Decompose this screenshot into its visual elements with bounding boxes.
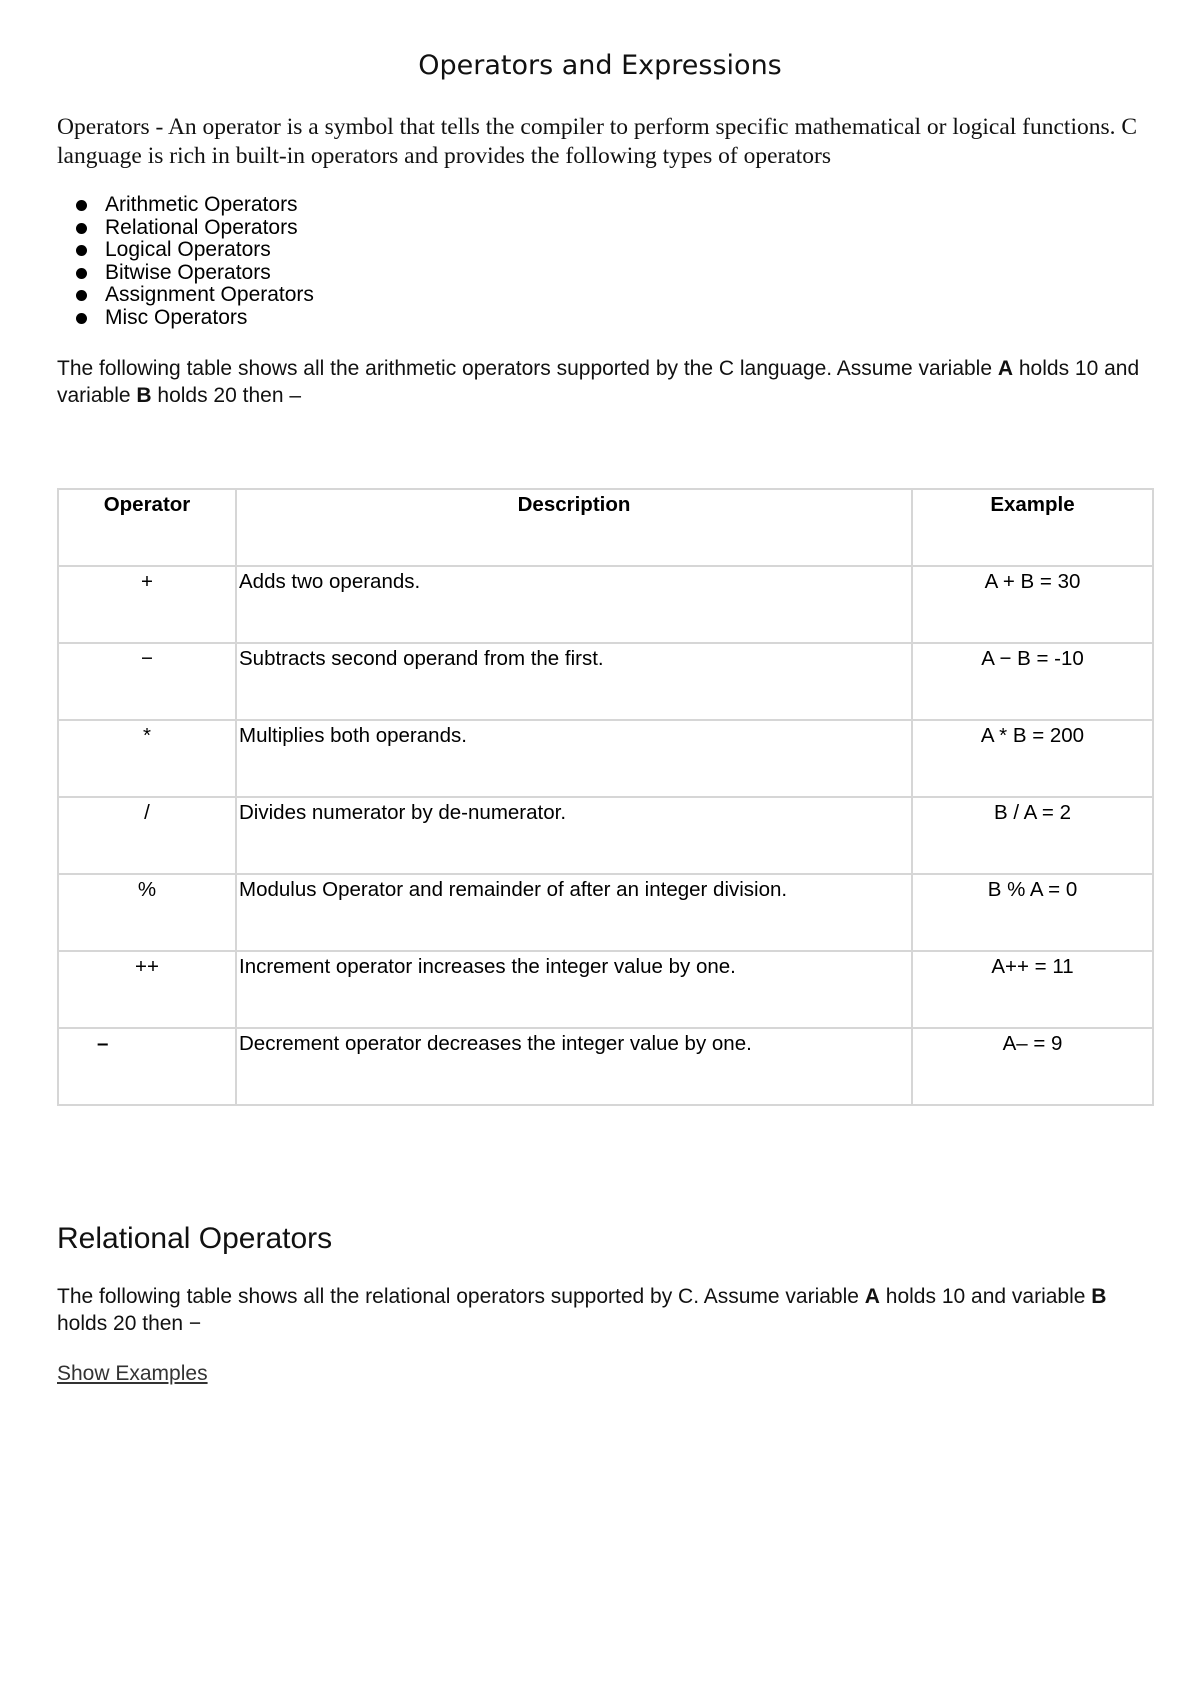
relational-operators-heading: Relational Operators xyxy=(57,1222,333,1255)
intro-text: - An operator is a symbol that tells the compiler to perform specific mathematical or logical functions. C language is rich in built-in operators and provides the following types of operators xyxy=(57,114,1138,169)
table-row xyxy=(58,797,1153,874)
bullet-icon xyxy=(76,313,87,324)
table-row xyxy=(58,1028,1153,1105)
example-cell: B / A = 2 xyxy=(912,797,1153,874)
arithmetic-operators-table xyxy=(57,488,1154,1106)
operator-types-list xyxy=(57,194,314,329)
arithmetic-intro-paragraph: The following table shows all the arithmetic operators supported by the C language. Assume variable A holds 10 and variable B holds 20 then – xyxy=(57,357,1140,407)
page-title: Operators and Expressions xyxy=(418,50,782,81)
show-examples-link[interactable]: Show Examples xyxy=(57,1362,208,1385)
list-item: Assignment Operators xyxy=(57,284,314,307)
var-a: A xyxy=(864,1285,880,1308)
description-cell: Adds two operands. xyxy=(236,566,912,643)
operator-cell: * xyxy=(58,720,236,797)
list-item: Bitwise Operators xyxy=(57,262,314,285)
operator-cell: − xyxy=(58,643,236,720)
bullet-icon xyxy=(76,245,87,256)
column-header-operator: Operator xyxy=(58,489,236,566)
description-cell: Divides numerator by de-numerator. xyxy=(236,797,912,874)
example-cell: B % A = 0 xyxy=(912,874,1153,951)
table-row xyxy=(58,643,1153,720)
example-cell: A– = 9 xyxy=(912,1028,1153,1105)
bullet-icon xyxy=(76,290,87,301)
operator-cell: + xyxy=(58,566,236,643)
relational-intro-paragraph: The following table shows all the relational operators supported by C. Assume variable A holds 10 and variable B holds 20 then − xyxy=(57,1285,1107,1335)
example-cell: A − B = -10 xyxy=(912,643,1153,720)
table-row xyxy=(58,720,1153,797)
bullet-icon xyxy=(76,223,87,234)
example-cell: A++ = 11 xyxy=(912,951,1153,1028)
var-b: B xyxy=(136,384,152,407)
list-item: Logical Operators xyxy=(57,239,314,262)
table-row xyxy=(58,566,1153,643)
var-a: A xyxy=(997,357,1014,380)
var-b: B xyxy=(1091,1285,1107,1308)
description-cell: Increment operator increases the integer value by one. xyxy=(236,951,912,1028)
description-cell: Subtracts second operand from the first. xyxy=(236,643,912,720)
list-item: Relational Operators xyxy=(57,217,314,240)
table-row xyxy=(58,874,1153,951)
column-header-example: Example xyxy=(912,489,1153,566)
table-row xyxy=(58,951,1153,1028)
example-cell: A * B = 200 xyxy=(912,720,1153,797)
operator-cell: ++ xyxy=(58,951,236,1028)
intro-paragraph xyxy=(57,113,1147,171)
description-cell: Modulus Operator and remainder of after an integer division. xyxy=(236,874,912,951)
description-cell: Multiplies both operands. xyxy=(236,720,912,797)
operator-cell: / xyxy=(58,797,236,874)
list-item: Misc Operators xyxy=(57,307,314,330)
table-header-row xyxy=(58,489,1153,566)
operator-cell: % xyxy=(58,874,236,951)
operator-cell: – xyxy=(58,1028,236,1105)
bullet-icon xyxy=(76,268,87,279)
description-cell: Decrement operator decreases the integer value by one. xyxy=(236,1028,912,1105)
bullet-icon xyxy=(76,200,87,211)
column-header-description: Description xyxy=(236,489,912,566)
intro-term: Operators xyxy=(57,114,150,140)
example-cell: A + B = 30 xyxy=(912,566,1153,643)
list-item: Arithmetic Operators xyxy=(57,194,314,217)
